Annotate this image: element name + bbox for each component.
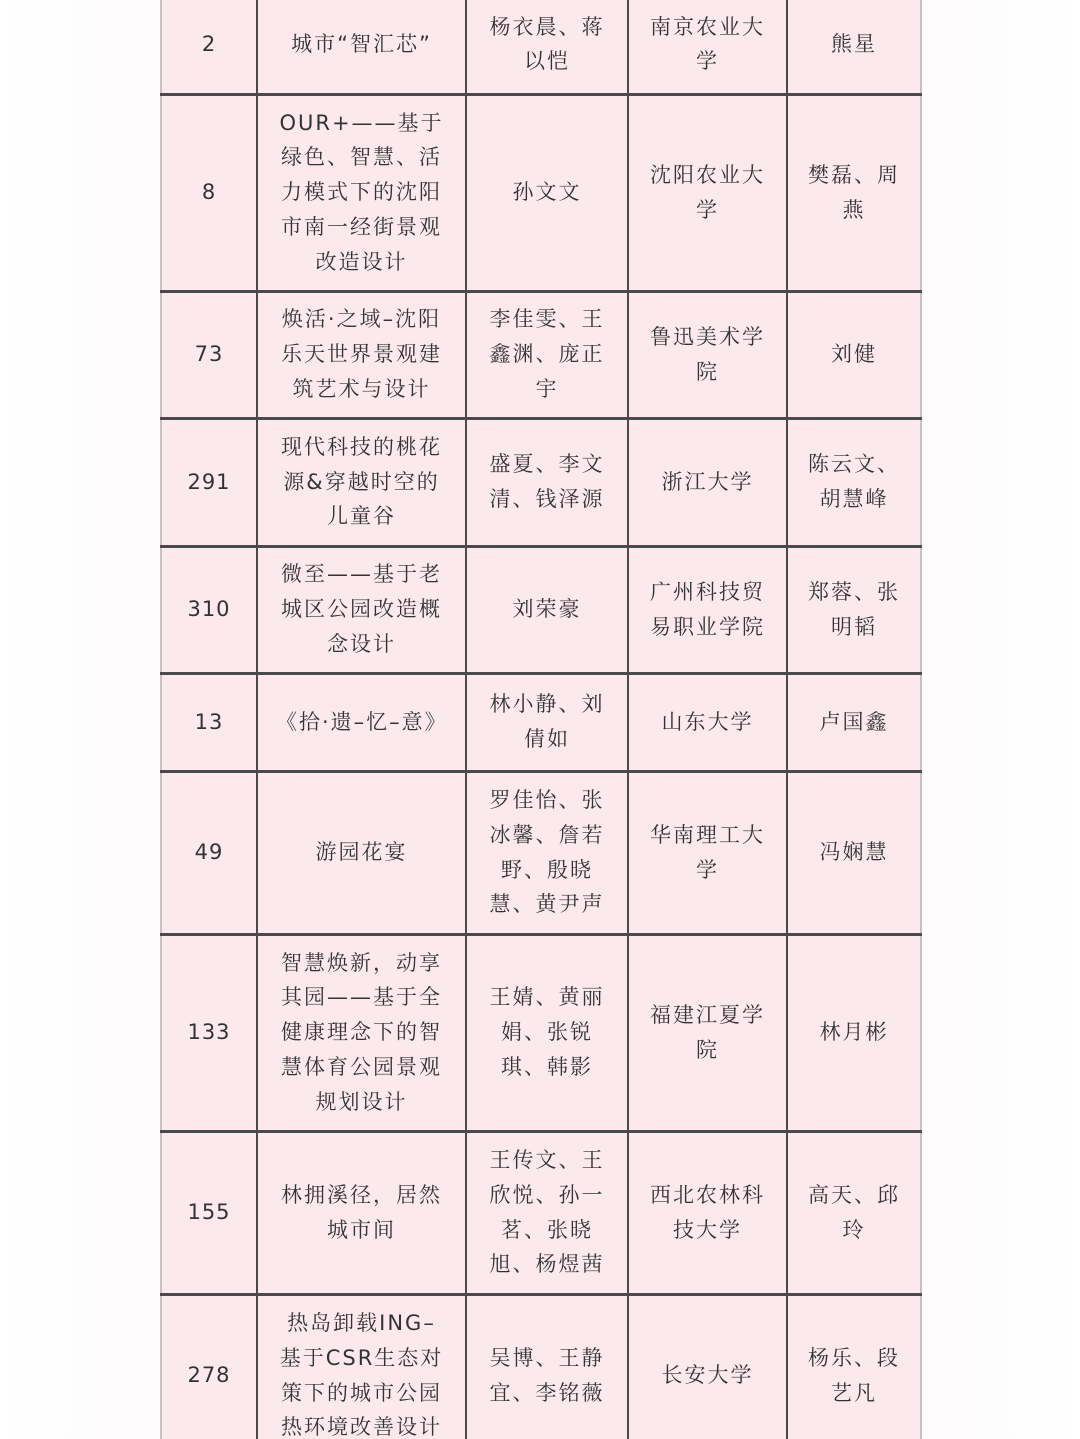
cell-title: 智慧焕新，动享其园——基于全健康理念下的智慧体育公园景观规划设计 (257, 934, 466, 1131)
cell-advisor: 林月彬 (787, 934, 921, 1131)
left-margin (0, 0, 161, 1439)
cell-title: 城市“智汇芯” (257, 0, 466, 94)
cell-advisor: 杨乐、段艺凡 (787, 1294, 921, 1439)
cell-advisor: 樊磊、周燕 (787, 94, 921, 291)
cell-school: 华南理工大学 (628, 771, 787, 934)
table-row (161, 1294, 921, 1439)
cell-authors: 李佳雯、王鑫渊、庞正宇 (466, 291, 628, 418)
cell-authors: 王婧、黄丽娟、张锐琪、韩影 (466, 934, 628, 1131)
cell-advisor: 郑蓉、张明韬 (787, 546, 921, 673)
cell-school: 浙江大学 (628, 418, 787, 546)
cell-id: 8 (161, 94, 257, 291)
table-row (161, 934, 921, 1131)
cell-advisor: 刘健 (787, 291, 921, 418)
cell-id: 2 (161, 0, 257, 94)
cell-school: 沈阳农业大学 (628, 94, 787, 291)
table-row (161, 546, 921, 673)
cell-id: 73 (161, 291, 257, 418)
cell-authors: 盛夏、李文清、钱泽源 (466, 418, 628, 546)
cell-advisor: 卢国鑫 (787, 673, 921, 771)
table-row (161, 771, 921, 934)
table-row (161, 673, 921, 771)
cell-id: 278 (161, 1294, 257, 1439)
cell-id: 155 (161, 1131, 257, 1294)
cell-advisor: 熊星 (787, 0, 921, 94)
table-row (161, 1131, 921, 1294)
cell-title: OUR+——基于绿色、智慧、活力模式下的沈阳市南一经街景观改造设计 (257, 94, 466, 291)
cell-advisor: 冯娴慧 (787, 771, 921, 934)
cell-authors: 刘荣豪 (466, 546, 628, 673)
cell-title: 热岛卸载ING–基于CSR生态对策下的城市公园热环境改善设计 (257, 1294, 466, 1439)
table-row (161, 0, 921, 94)
cell-advisor: 陈云文、胡慧峰 (787, 418, 921, 546)
cell-id: 13 (161, 673, 257, 771)
cell-title: 焕活·之域–沈阳乐天世界景观建筑艺术与设计 (257, 291, 466, 418)
cell-school: 鲁迅美术学院 (628, 291, 787, 418)
cell-school: 西北农林科技大学 (628, 1131, 787, 1294)
cell-school: 山东大学 (628, 673, 787, 771)
cell-advisor: 高天、邱玲 (787, 1131, 921, 1294)
cell-authors: 孙文文 (466, 94, 628, 291)
cell-id: 291 (161, 418, 257, 546)
cell-school: 南京农业大学 (628, 0, 787, 94)
cell-school: 长安大学 (628, 1294, 787, 1439)
cell-school: 广州科技贸易职业学院 (628, 546, 787, 673)
cell-id: 310 (161, 546, 257, 673)
table-row (161, 418, 921, 546)
cell-authors: 杨衣晨、蒋以恺 (466, 0, 628, 94)
cell-authors: 林小静、刘倩如 (466, 673, 628, 771)
cell-school: 福建江夏学院 (628, 934, 787, 1131)
cell-title: 现代科技的桃花源&穿越时空的儿童谷 (257, 418, 466, 546)
cell-authors: 王传文、王欣悦、孙一茗、张晓旭、杨煜茜 (466, 1131, 628, 1294)
table-row (161, 291, 921, 418)
cell-title: 《拾·遗–忆–意》 (257, 673, 466, 771)
cell-authors: 吴博、王静宜、李铭薇 (466, 1294, 628, 1439)
cell-authors: 罗佳怡、张冰馨、詹若野、殷晓慧、黄尹声 (466, 771, 628, 934)
cell-id: 133 (161, 934, 257, 1131)
cell-title: 游园花宴 (257, 771, 466, 934)
table-row (161, 94, 921, 291)
right-margin (919, 0, 1080, 1439)
cell-title: 林拥溪径，居然城市间 (257, 1131, 466, 1294)
cell-id: 49 (161, 771, 257, 934)
cell-title: 微至——基于老城区公园改造概念设计 (257, 546, 466, 673)
award-table (160, 0, 922, 1439)
